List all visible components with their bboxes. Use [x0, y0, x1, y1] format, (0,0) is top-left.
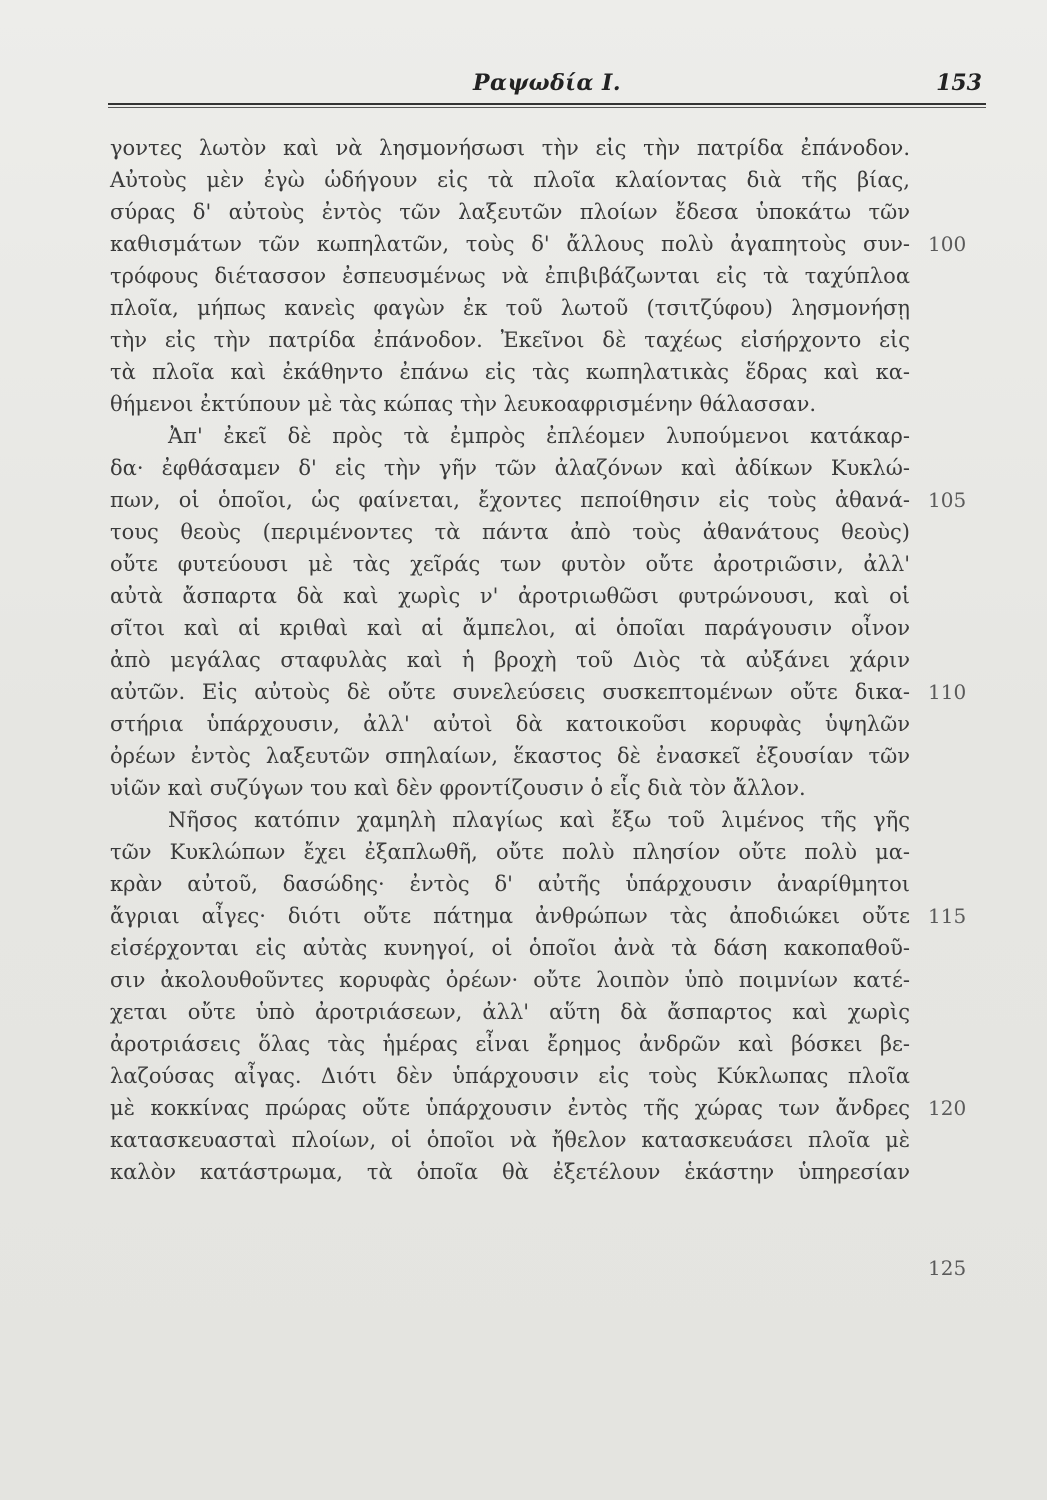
text-line: χεται οὔτε ὑπὸ ἀροτριάσεων, ἀλλ' αὕτη δὰ ἄσπαρτος καὶ χωρὶς: [110, 1000, 910, 1024]
text-line: γοντες λωτὸν καὶ νὰ λησμονήσωσι τὴν εἰς τὴν πατρίδα ἐπάνοδον.: [110, 136, 910, 160]
text-line: τὰ πλοῖα καὶ ἐκάθηντο ἐπάνω εἰς τὰς κωπηλατικὰς ἕδρας καὶ κα-: [110, 360, 910, 384]
running-title: Ραψωδία Ι.: [473, 70, 621, 96]
text-line: λαζούσας αἶγας. Διότι δὲν ὑπάρχουσιν εἰς τοὺς Κύκλωπας πλοῖα: [110, 1064, 910, 1088]
line-number: 105: [928, 488, 967, 512]
text-line: θήμενοι ἐκτύπουν μὲ τὰς κώπας τὴν λευκοαφρισμένην θάλασσαν.: [110, 392, 817, 416]
page-number: 153: [936, 70, 982, 96]
header-rule: [108, 103, 986, 108]
text-line: Αὐτοὺς μὲν ἐγὼ ὡδήγουν εἰς τὰ πλοῖα κλαίοντας διὰ τῆς βίας,: [110, 168, 910, 192]
line-number: 100: [928, 232, 967, 256]
line-number: 115: [928, 904, 967, 928]
text-line: οὔτε φυτεύουσι μὲ τὰς χεῖράς των φυτὸν οὔτε ἀροτριῶσιν, ἀλλ': [110, 552, 910, 576]
text-line: τρόφους διέτασσον ἐσπευσμένως νὰ ἐπιβιβάζωνται εἰς τὰ ταχύπλοα: [110, 264, 910, 288]
text-line: αὐτῶν. Εἰς αὐτοὺς δὲ οὔτε συνελεύσεις συσκεπτομένων οὔτε δικα-: [110, 680, 910, 704]
text-line: Νῆσος κατόπιν χαμηλὴ πλαγίως καὶ ἔξω τοῦ λιμένος τῆς γῆς: [168, 808, 910, 832]
text-line: καλὸν κατάστρωμα, τὰ ὁποῖα θὰ ἐξετέλουν ἑκάστην ὑπηρεσίαν: [110, 1160, 910, 1184]
text-line: πων, οἱ ὁποῖοι, ὡς φαίνεται, ἔχοντες πεποίθησιν εἰς τοὺς ἀθανά-: [110, 488, 910, 512]
text-line: δα· ἐφθάσαμεν δ' εἰς τὴν γῆν τῶν ἀλαζόνων καὶ ἀδίκων Κυκλώ-: [110, 456, 910, 480]
text-line: υἱῶν καὶ συζύγων του καὶ δὲν φροντίζουσιν ὁ εἷς διὰ τὸν ἄλλον.: [110, 776, 806, 800]
text-line: ὀρέων ἐντὸς λαξευτῶν σπηλαίων, ἕκαστος δὲ ἐνασκεῖ ἐξουσίαν τῶν: [110, 744, 910, 768]
text-line: τῶν Κυκλώπων ἔχει ἐξαπλωθῆ, οὔτε πολὺ πλησίον οὔτε πολὺ μα-: [110, 840, 910, 864]
text-line: καθισμάτων τῶν κωπηλατῶν, τοὺς δ' ἄλλους πολὺ ἀγαπητοὺς συν-: [110, 232, 910, 256]
text-line: ἄγριαι αἶγες· διότι οὔτε πάτημα ἀνθρώπων τὰς ἀποδιώκει οὔτε: [110, 904, 910, 928]
text-line: κατασκευασταὶ πλοίων, οἱ ὁποῖοι νὰ ἤθελον κατασκευάσει πλοῖα μὲ: [110, 1128, 910, 1152]
text-line: Ἀπ' ἐκεῖ δὲ πρὸς τὰ ἐμπρὸς ἐπλέομεν λυπούμενοι κατάκαρ-: [168, 424, 910, 448]
line-number: 110: [928, 680, 967, 704]
text-line: ἀπὸ μεγάλας σταφυλὰς καὶ ἡ βροχὴ τοῦ Διὸς τὰ αὐξάνει χάριν: [110, 648, 910, 672]
text-line: ἀροτριάσεις ὅλας τὰς ἡμέρας εἶναι ἔρημος ἀνδρῶν καὶ βόσκει βε-: [110, 1032, 910, 1056]
line-number: 120: [928, 1096, 967, 1120]
text-line: πλοῖα, μήπως κανεὶς φαγὼν ἐκ τοῦ λωτοῦ (τσιτζύφου) λησμονήσῃ: [110, 296, 910, 320]
text-line: μὲ κοκκίνας πρώρας οὔτε ὑπάρχουσιν ἐντὸς τῆς χώρας των ἄνδρες: [110, 1096, 910, 1120]
text-line: κρὰν αὐτοῦ, δασώδης· ἐντὸς δ' αὐτῆς ὑπάρχουσιν ἀναρίθμητοι: [110, 872, 910, 896]
text-line: εἰσέρχονται εἰς αὐτὰς κυνηγοί, οἱ ὁποῖοι ἀνὰ τὰ δάση κακοπαθοῦ-: [110, 936, 910, 960]
text-line: σῖτοι καὶ αἱ κριθαὶ καὶ αἱ ἄμπελοι, αἱ ὁποῖαι παράγουσιν οἶνον: [110, 616, 910, 640]
page-header: [108, 70, 986, 104]
text-line: τὴν εἰς τὴν πατρίδα ἐπάνοδον. Ἐκεῖνοι δὲ ταχέως εἰσήρχοντο εἰς: [110, 328, 910, 352]
text-line: σιν ἀκολουθοῦντες κορυφὰς ὀρέων· οὔτε λοιπὸν ὑπὸ ποιμνίων κατέ-: [110, 968, 910, 992]
text-line: αὐτὰ ἄσπαρτα δὰ καὶ χωρὶς ν' ἀροτριωθῶσι φυτρώνουσι, καὶ οἱ: [110, 584, 910, 608]
text-line: τους θεοὺς (περιμένοντες τὰ πάντα ἀπὸ τοὺς ἀθανάτους θεοὺς): [110, 520, 910, 544]
line-number: 125: [928, 1256, 967, 1280]
text-line: στήρια ὑπάρχουσιν, ἀλλ' αὐτοὶ δὰ κατοικοῦσι κορυφὰς ὑψηλῶν: [110, 712, 910, 736]
text-line: σύρας δ' αὐτοὺς ἐντὸς τῶν λαξευτῶν πλοίων ἔδεσα ὑποκάτω τῶν: [110, 200, 910, 224]
